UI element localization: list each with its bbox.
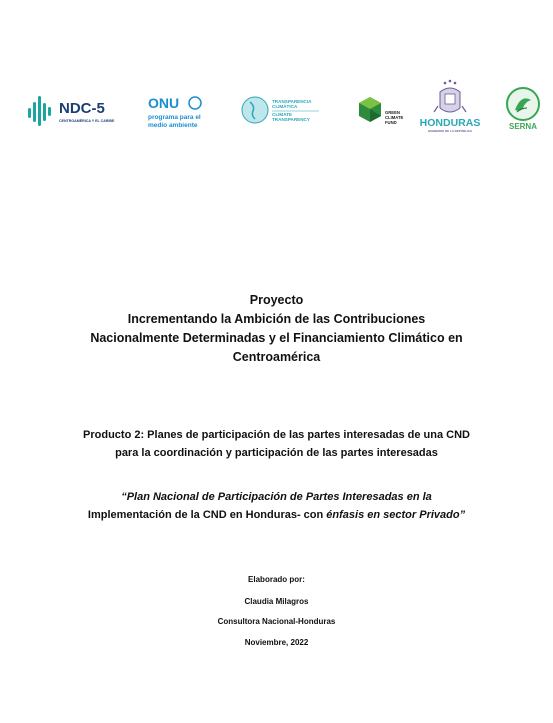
svg-text:CLIMATE: CLIMATE	[385, 115, 404, 120]
onu-logo	[147, 92, 209, 132]
svg-text:GREEN: GREEN	[385, 110, 400, 115]
title-line-4: Centroamérica	[232, 350, 321, 364]
onu-sub2: medio ambiente	[148, 122, 198, 129]
plan-line-2	[0, 506, 553, 524]
serna-logo	[503, 86, 543, 132]
svg-text:TRANSPARENCIA: TRANSPARENCIA	[272, 99, 312, 104]
product-line-1: Producto 2: Planes de participación de las partes interesadas de una CND	[83, 429, 470, 441]
honduras-sub: GOBIERNO DE LA REPÚBLICA	[427, 129, 473, 133]
author-role: Consultora Nacional-Honduras	[217, 617, 336, 626]
plan-line-2-end: ”	[459, 509, 466, 521]
transparencia-logo	[241, 94, 321, 128]
onu-sub1: programa para el	[148, 114, 201, 121]
ndc5-name: NDC-5	[59, 100, 105, 117]
svg-text:TRANSPARENCY: TRANSPARENCY	[272, 117, 310, 122]
title-line-1: Proyecto	[249, 293, 304, 307]
author-name: Claudia Milagros	[244, 597, 309, 606]
plan-line-2-emphasis: énfasis en sector Privado	[326, 509, 460, 521]
plan-title	[0, 488, 553, 524]
svg-text:CLIMATE: CLIMATE	[272, 112, 293, 117]
globe-icon	[242, 97, 268, 123]
plan-line-1: “Plan Nacional de Participación de Partes Interesadas en la	[121, 491, 432, 503]
product-line-2: para la coordinación y participación de las partes interesadas	[115, 447, 438, 459]
gcf-logo	[356, 95, 408, 129]
serna-name: SERNA	[508, 122, 538, 131]
onu-name: ONU	[148, 95, 180, 111]
elaborated-by-label: Elaborado por:	[248, 575, 305, 584]
title-line-2: Incrementando la Ambición de las Contribuciones	[127, 312, 426, 326]
ndc5-sub: CENTROAMÉRICA Y EL CARIBE	[59, 119, 115, 123]
svg-text:CLIMÁTICA: CLIMÁTICA	[272, 104, 298, 109]
svg-text:FUND: FUND	[385, 120, 397, 125]
honduras-name: HONDURAS	[419, 117, 481, 129]
project-title	[0, 291, 553, 367]
product-heading	[0, 426, 553, 462]
plan-line-2-plain: Implementación de la CND en Honduras- con	[87, 509, 327, 521]
ndc5-logo	[26, 94, 126, 130]
document-date: Noviembre, 2022	[244, 638, 309, 647]
logo-bar	[22, 78, 542, 138]
honduras-coat-of-arms-icon	[434, 80, 466, 112]
un-emblem-icon	[189, 97, 201, 109]
title-line-3: Nacionalmente Determinadas y el Financiamiento Climático en	[90, 331, 463, 345]
honduras-logo	[418, 78, 482, 134]
ndc5-mark-icon	[26, 94, 126, 130]
